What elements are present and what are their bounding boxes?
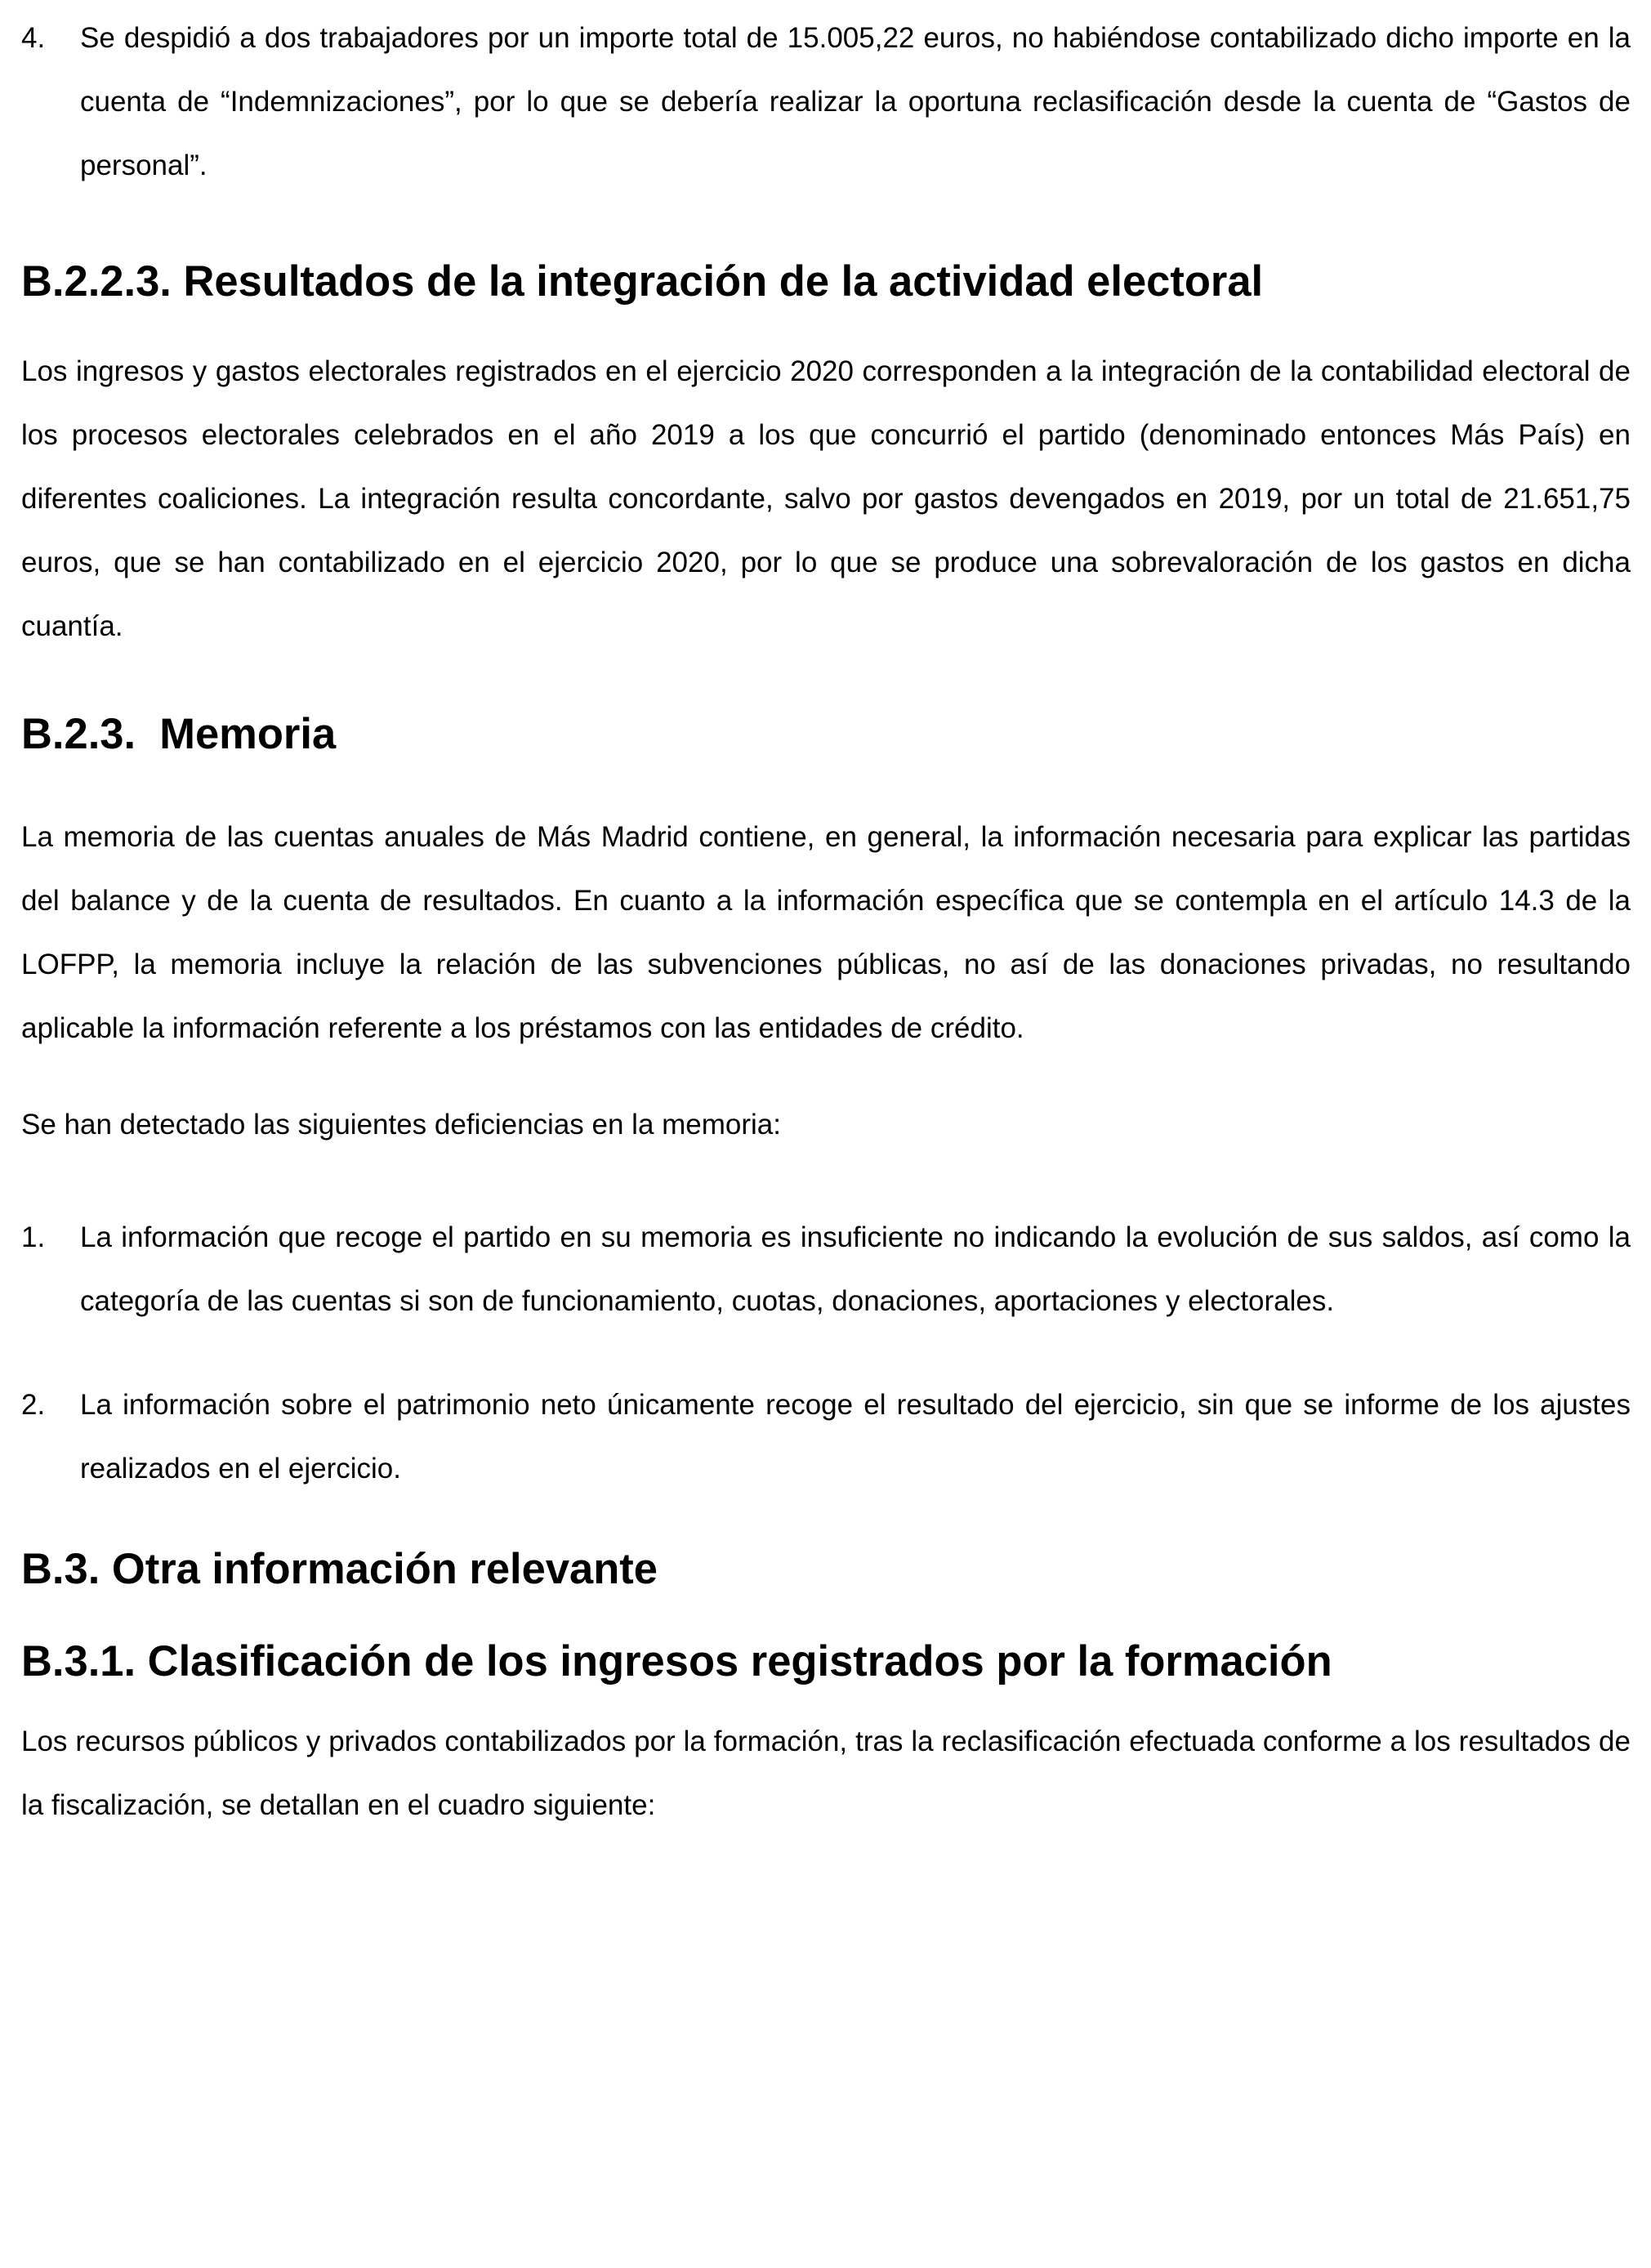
section-heading-b-2-2-3: B.2.2.3. Resultados de la integración de la actividad electoral <box>21 257 1264 306</box>
numbered-item-text: Se despidió a dos trabajadores por un importe total de 15.005,22 euros, no habiéndose contabilizado dicho importe en la cuenta de “Indemnizaciones”, por lo que se debería realizar la oportuna reclasificación desde la cuenta de “Gastos de personal”. <box>80 22 1631 181</box>
paragraph-memoria-content: La memoria de las cuentas anuales de Más Madrid contiene, en general, la información necesaria para explicar las partidas del balance y de la cuenta de resultados. En cuanto a la información específica que se contempla en el artículo 14.3 de la LOFPP, la memoria incluye la relación de las subvenciones públicas, no así de las donaciones privadas, no resultando aplicable la información referente a los préstamos con las entidades de crédito. <box>21 821 1631 1044</box>
paragraph-electoral-integration: Los ingresos y gastos electorales registrados en el ejercicio 2020 corresponden a la integración de la contabilidad electoral de los procesos electorales celebrados en el año 2019 a los que concurrió el partido (denominado entonces Más País) en diferentes coaliciones. La integración resulta concordante, salvo por gastos devengados en 2019, por un total de 21.651,75 euros, que se han contabilizado en el ejercicio 2020, por lo que se produce una sobrevaloración de los gastos en dicha cuantía. <box>21 355 1631 642</box>
section-heading-b-3: B.3. Otra información relevante <box>21 1545 658 1593</box>
section-heading-b-3-1: B.3.1. Clasificación de los ingresos registrados por la formación <box>21 1637 1332 1685</box>
paragraph-ingresos-clasificacion: Los recursos públicos y privados contabilizados por la formación, tras la reclasificación efectuada conforme a los resultados de la fiscalización, se detallan en el cuadro siguiente: <box>21 1726 1631 1821</box>
list-marker: 2. <box>21 1389 46 1421</box>
numbered-item-1 <box>21 1206 1631 1333</box>
numbered-item-2 <box>21 1373 1631 1501</box>
numbered-item-text: La información que recoge el partido en su memoria es insuficiente no indicando la evolución de sus saldos, así como la categoría de las cuentas si son de funcionamiento, cuotas, donaciones, aportaciones y electorales. <box>80 1221 1631 1317</box>
numbered-item-text: La información sobre el patrimonio neto únicamente recoge el resultado del ejercicio, sin que se informe de los ajustes realizados en el ejercicio. <box>80 1389 1631 1484</box>
numbered-item-4 <box>21 7 1631 198</box>
paragraph-deficiencias-intro: Se han detectado las siguientes deficiencias en la memoria: <box>21 1109 781 1141</box>
list-marker: 4. <box>21 22 46 54</box>
section-heading-b-2-3-memoria: B.2.3. Memoria <box>21 710 337 758</box>
list-marker: 1. <box>21 1221 46 1253</box>
